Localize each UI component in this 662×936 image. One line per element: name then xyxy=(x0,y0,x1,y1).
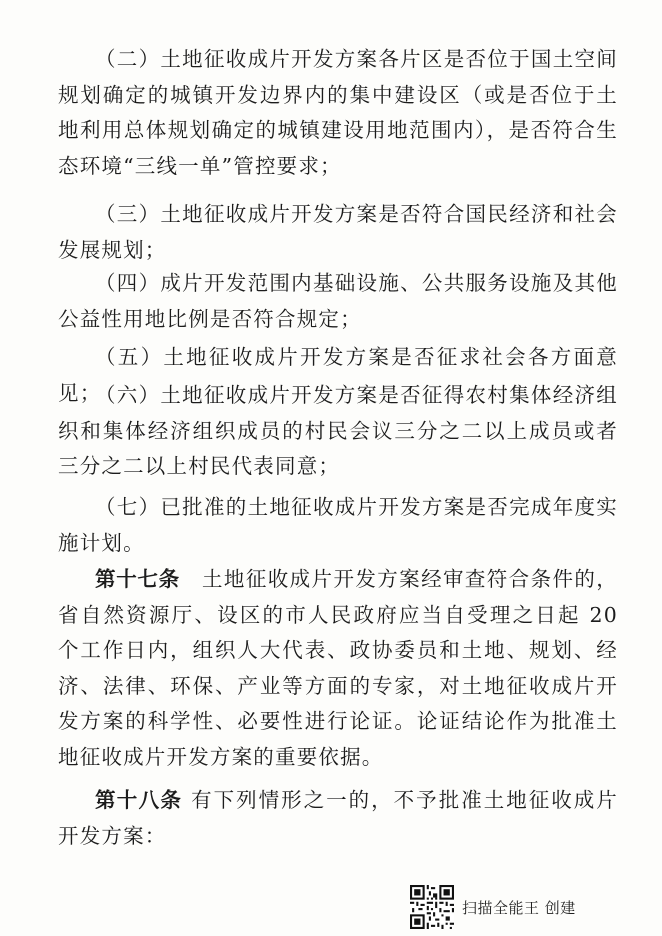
paragraph-item-5: （五）土地征收成片开发方案是否征求社会各方面意见； xyxy=(58,345,618,405)
scanner-app-label: 扫描全能王 创建 xyxy=(462,898,576,917)
scanner-footer xyxy=(410,885,576,929)
article-18 xyxy=(58,783,618,854)
article-17 xyxy=(58,562,618,775)
paragraph-item-6: （六）土地征收成片开发方案是否征得农村集体经济组织和集体经济组织成员的村民会议三分之二以上成员或者三分之二以上村民代表同意； xyxy=(58,383,618,478)
article-18-label: 第十八条 xyxy=(95,788,183,812)
paragraph-item-3: （三）土地征收成片开发方案是否符合国民经济和社会发展规划； xyxy=(58,202,618,262)
article-18-text: 有下列情形之一的，不予批准土地征收成片开发方案： xyxy=(58,788,618,848)
paragraph-item-7: （七）已批准的土地征收成片开发方案是否完成年度实施计划。 xyxy=(58,495,618,555)
paragraph-item-4: （四）成片开发范围内基础设施、公共服务设施及其他公益性用地比例是否符合规定； xyxy=(58,271,618,331)
article-17-label: 第十七条 xyxy=(95,567,180,591)
paragraph-item-2: （二）土地征收成片开发方案各片区是否位于国土空间规划确定的城镇开发边界内的集中建设区（或是否位于土地利用总体规划确定的城镇建设用地范围内），是否符合生态环境“三线一单”管控要求； xyxy=(58,47,618,178)
qr-code-icon xyxy=(410,885,454,929)
article-17-text: 土地征收成片开发方案经审查符合条件的，省自然资源厅、设区的市人民政府应当自受理之日起 20 个工作日内，组织人大代表、政协委员和土地、规划、经济、法律、环保、产业等方面的专家，对土地征收成片开发方案的科学性、必要性进行论证。论证结论作为批准土地征收成片开发方案的重要依据。 xyxy=(58,567,618,769)
